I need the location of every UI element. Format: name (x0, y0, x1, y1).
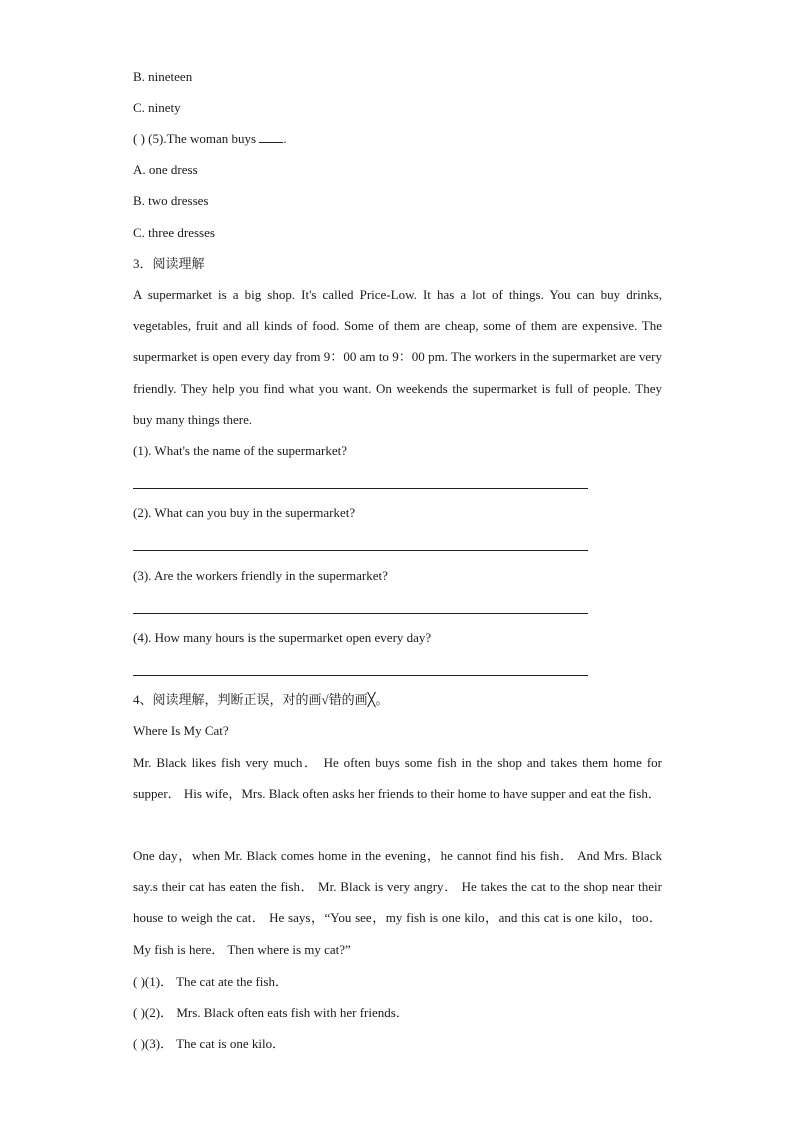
option-a-one-dress: A. one dress (133, 162, 198, 177)
answer-blank[interactable] (259, 131, 283, 143)
section-3-passage: A supermarket is a big shop. It's called Price-Low. It has a lot of things. You can buy drinks, vegetables, fruit and all kinds of food. Some of them are cheap, some of them are expensive. The supermarket is open every day from 9：00 am to 9：00 pm. The workers in the supermarket are very friendly. They help you find what you want. On weekends the supermarket is full of people. They buy many things there. (133, 287, 662, 427)
section-3-question-3: (3). Are the workers friendly in the supermarket? (133, 568, 388, 583)
section-3-question-1: (1). What's the name of the supermarket? (133, 443, 347, 458)
option-c-ninety: C. ninety (133, 100, 181, 115)
section-3-question-2: (2). What can you buy in the supermarket? (133, 505, 356, 520)
section-3-heading: 3．阅读理解 (133, 256, 205, 271)
answer-line-2[interactable] (133, 550, 588, 551)
answer-line-3[interactable] (133, 613, 588, 614)
section-4-paragraph-1: Mr. Black likes fish very much． He often buys some fish in the shop and takes them home for supper． His wife，Mrs. Black often asks her friends to their home to have supper and eat the fish． (133, 755, 662, 802)
option-b-nineteen: B. nineteen (133, 69, 193, 84)
answer-line-4[interactable] (133, 675, 588, 676)
question-5 (133, 131, 287, 147)
answer-line-1[interactable] (133, 488, 588, 489)
option-c-three-dresses: C. three dresses (133, 225, 215, 240)
option-b-two-dresses: B. two dresses (133, 193, 209, 208)
section-3-question-4: (4). How many hours is the supermarket open every day? (133, 630, 432, 645)
question-5-suffix: . (283, 131, 287, 146)
section-4-heading: 4、阅读理解，判断正误，对的画√错的画╳。 (133, 692, 389, 707)
passage-title: Where Is My Cat? (133, 723, 229, 738)
question-5-prefix: ( ) (5).The woman buys (133, 131, 257, 146)
true-false-item-1: ( )(1)． The cat ate the fish． (133, 974, 288, 989)
true-false-item-3: ( )(3)． The cat is one kilo． (133, 1036, 286, 1051)
true-false-item-2: ( )(2)． Mrs. Black often eats fish with her friends． (133, 1005, 409, 1020)
section-4-paragraph-2: One day，when Mr. Black comes home in the evening，he cannot find his fish． And Mrs. Black say.s their cat has eaten the fish． Mr. Black is very angry． He takes the cat to the shop near their house to weigh the cat． He says，“You see，my fish is one kilo，and this cat is one kilo，too． My fish is here． Then where is my cat?” (133, 848, 662, 957)
